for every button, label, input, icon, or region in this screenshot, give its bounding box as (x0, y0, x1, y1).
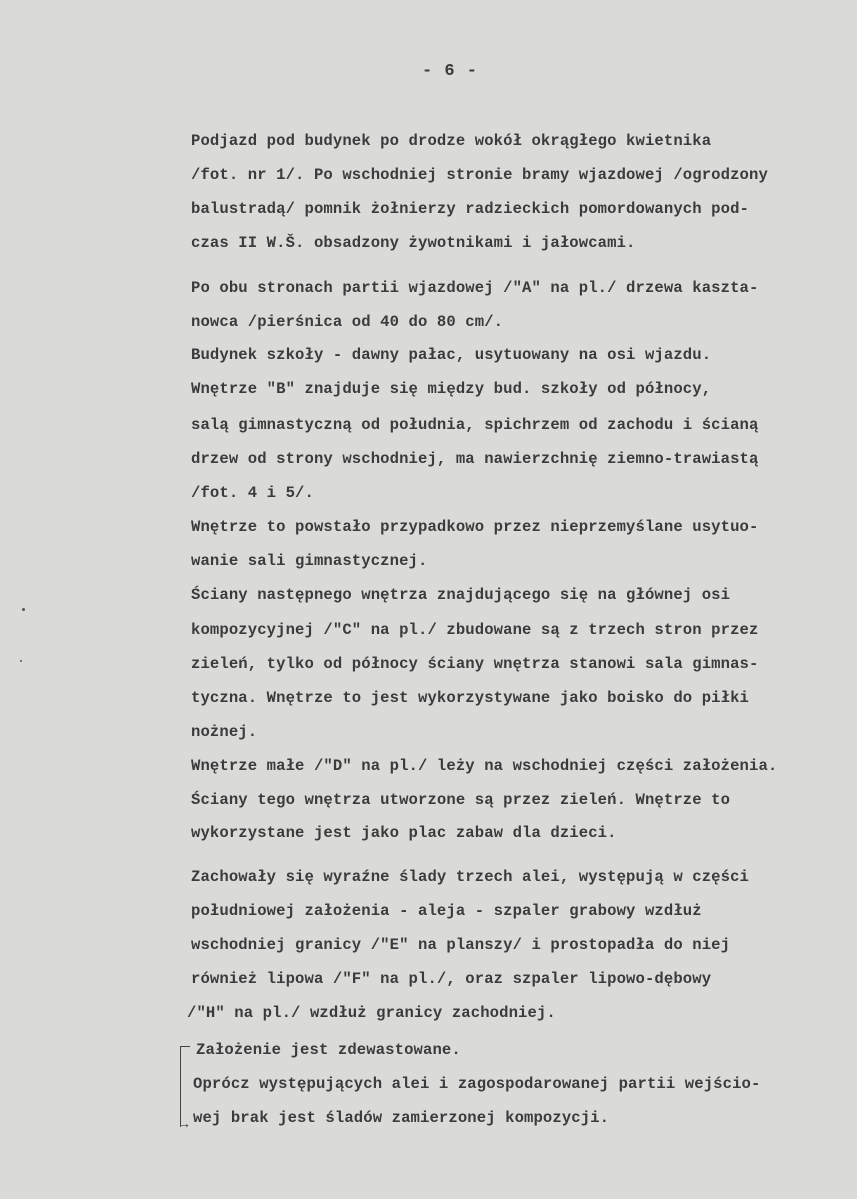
text-line: nowca /pierśnica od 40 do 80 cm/. (191, 313, 504, 331)
text-line: /fot. nr 1/. Po wschodniej stronie bramy wjazdowej /ogrodzony (191, 166, 768, 184)
text-line: Założenie jest zdewastowane. (196, 1041, 461, 1059)
text-line: Wnętrze to powstało przypadkowo przez nieprzemyślane usytuo- (191, 518, 759, 536)
text-line: Podjazd pod budynek po drodze wokół okrągłego kwietnika (191, 132, 712, 150)
text-line: balustradą/ pomnik żołnierzy radzieckich pomordowanych pod- (191, 200, 750, 218)
text-line: salą gimnastyczną od południa, spichrzem od zachodu i ścianą (191, 416, 759, 434)
text-line: południowej założenia - aleja - szpaler grabowy wzdłuż (191, 902, 702, 920)
text-line: czas II W.Š. obsadzony żywotnikami i jałowcami. (191, 234, 636, 252)
text-line: /fot. 4 i 5/. (191, 484, 314, 502)
text-line: Zachowały się wyraźne ślady trzech alei, występują w części (191, 868, 750, 886)
text-line: Wnętrze małe /"D" na pl./ leży na wschodniej części założenia. (191, 757, 778, 775)
text-line: nożnej. (191, 723, 258, 741)
text-line: wanie sali gimnastycznej. (191, 552, 428, 570)
ink-speck (20, 660, 22, 662)
text-line: /"H" na pl./ wzdłuż granicy zachodniej. (187, 1004, 556, 1022)
margin-bracket (180, 1046, 190, 1127)
text-line: Po obu stronach partii wjazdowej /"A" na pl./ drzewa kaszta- (191, 279, 759, 297)
ink-speck (22, 608, 25, 611)
text-line: drzew od strony wschodniej, ma nawierzchnię ziemno-trawiastą (191, 450, 759, 468)
text-line: wykorzystane jest jako plac zabaw dla dzieci. (191, 824, 617, 842)
text-line: wschodniej granicy /"E" na planszy/ i prostopadła do niej (191, 936, 731, 954)
page-number: - 6 - (421, 62, 478, 81)
text-line: również lipowa /"F" na pl./, oraz szpaler lipowo-dębowy (191, 970, 712, 988)
text-line: Budynek szkoły - dawny pałac, usytuowany na osi wjazdu. (191, 346, 712, 364)
text-line: Wnętrze "B" znajduje się między bud. szkoły od północy, (191, 380, 712, 398)
text-line: Oprócz występujących alei i zagospodarowanej partii wejścio- (193, 1075, 761, 1093)
text-line: Ściany tego wnętrza utworzone są przez zieleń. Wnętrze to (191, 791, 731, 809)
text-line: zieleń, tylko od północy ściany wnętrza stanowi sala gimnas- (191, 655, 759, 673)
bracket-arrow-icon: → (180, 1117, 189, 1133)
text-line: kompozycyjnej /"C" na pl./ zbudowane są z trzech stron przez (191, 621, 759, 639)
text-line: wej brak jest śladów zamierzonej kompozycji. (193, 1109, 610, 1127)
text-line: tyczna. Wnętrze to jest wykorzystywane jako boisko do piłki (191, 689, 750, 707)
text-line: Ściany następnego wnętrza znajdującego się na głównej osi (191, 586, 731, 604)
